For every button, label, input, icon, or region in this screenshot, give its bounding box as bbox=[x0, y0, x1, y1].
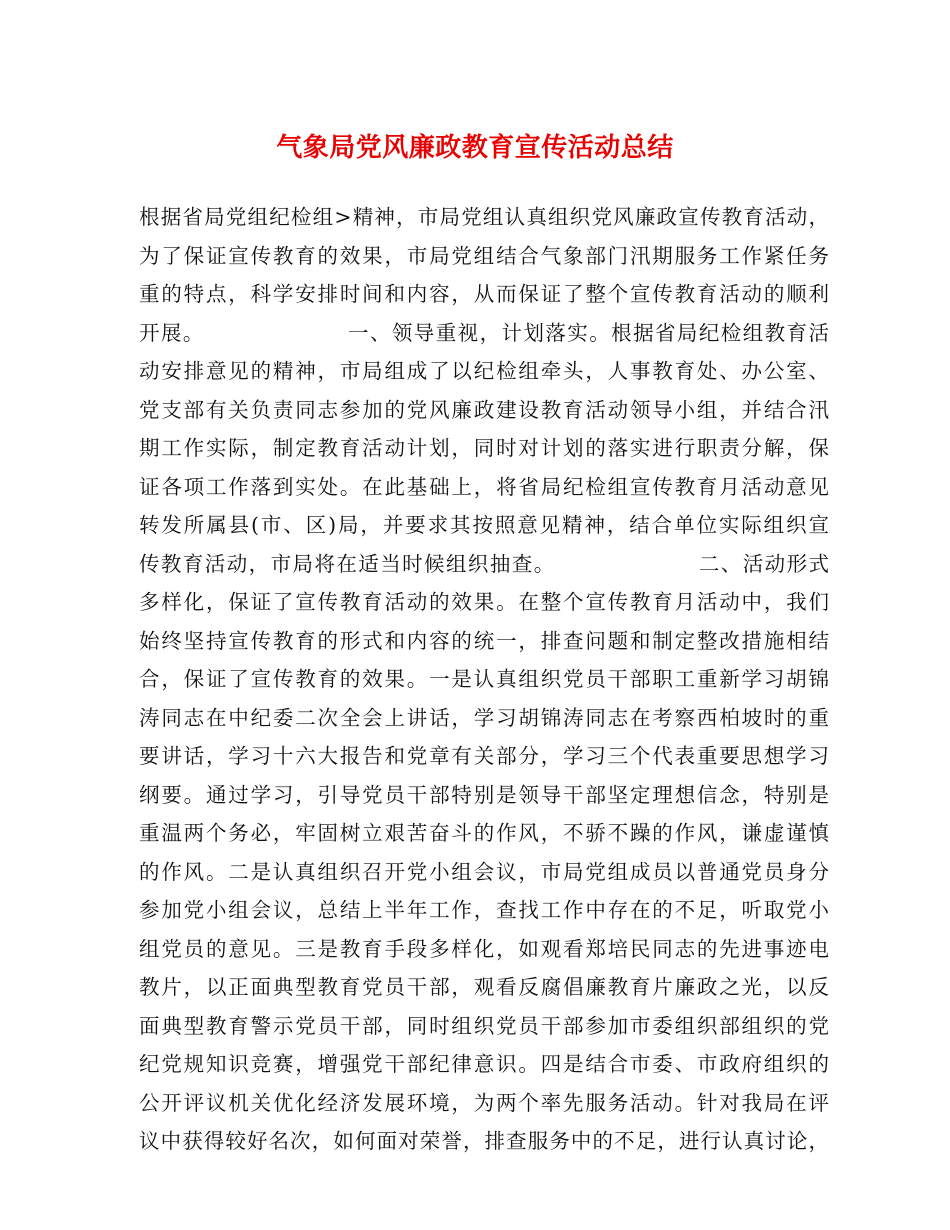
body-line: 纲要。通过学习，引导党员干部特别是领导干部坚定理想信念，特别是 bbox=[139, 782, 829, 807]
body-line: 参加党小组会议，总结上半年工作，查找工作中存在的不足，听取党小 bbox=[139, 898, 829, 922]
body-line: 的作风。二是认真组织召开党小组会议，市局党组成员以普通党员身分 bbox=[139, 859, 829, 884]
body-line: 合，保证了宣传教育的效果。一是认真组织党员干部职工重新学习胡锦 bbox=[139, 667, 829, 691]
document-body bbox=[139, 198, 829, 1161]
body-line: 组党员的意见。三是教育手段多样化，如观看郑培民同志的先进事迹电 bbox=[139, 936, 829, 961]
body-line: 教片，以正面典型教育党员干部，观看反腐倡廉教育片廉政之光，以反 bbox=[139, 975, 829, 999]
body-line: 开展。 一、领导重视，计划落实。根据省局纪检组教育活 bbox=[139, 320, 829, 345]
body-line: 面典型教育警示党员干部，同时组织党员干部参加市委组织部组织的党 bbox=[139, 1013, 829, 1038]
body-line: 多样化，保证了宣传教育活动的效果。在整个宣传教育月活动中，我们 bbox=[139, 590, 829, 614]
body-line: 议中获得较好名次，如何面对荣誉，排查服务中的不足，进行认真讨论， bbox=[139, 1129, 829, 1153]
document-title: 气象局党风廉政教育宣传活动总结 bbox=[276, 133, 674, 163]
body-line: 涛同志在中纪委二次全会上讲话，学习胡锦涛同志在考察西柏坡时的重 bbox=[139, 705, 829, 730]
body-line: 要讲话，学习十六大报告和党章有关部分，学习三个代表重要思想学习 bbox=[139, 744, 829, 768]
body-line: 转发所属县(市、区)局，并要求其按照意见精神，结合单位实际组织宣 bbox=[139, 513, 829, 537]
body-line: 公开评议机关优化经济发展环境，为两个率先服务活动。针对我局在评 bbox=[139, 1090, 829, 1115]
body-line: 始终坚持宣传教育的形式和内容的统一，排查问题和制定整改措施相结 bbox=[139, 628, 829, 653]
body-line: 党支部有关负责同志参加的党风廉政建设教育活动领导小组，并结合汛 bbox=[139, 397, 829, 422]
body-line: 重温两个务必，牢固树立艰苦奋斗的作风，不骄不躁的作风，谦虚谨慎 bbox=[139, 821, 829, 845]
body-line: 根据省局党组纪检组>精神，市局党组认真组织党风廉政宣传教育活动， bbox=[139, 205, 829, 229]
body-line: 传教育活动，市局将在适当时候组织抽查。 二、活动形式 bbox=[139, 551, 829, 576]
body-line: 纪党规知识竞赛，增强党干部纪律意识。四是结合市委、市政府组织的 bbox=[139, 1052, 829, 1076]
body-line: 期工作实际，制定教育活动计划，同时对计划的落实进行职责分解，保 bbox=[139, 436, 829, 460]
body-line: 为了保证宣传教育的效果，市局党组结合气象部门汛期服务工作紧任务 bbox=[139, 243, 829, 268]
body-line: 重的特点，科学安排时间和内容，从而保证了整个宣传教育活动的顺利 bbox=[139, 282, 829, 306]
body-line: 动安排意见的精神，市局组成了以纪检组牵头，人事教育处、办公室、 bbox=[139, 359, 829, 383]
body-line: 证各项工作落到实处。在此基础上，将省局纪检组宣传教育月活动意见 bbox=[139, 474, 829, 499]
